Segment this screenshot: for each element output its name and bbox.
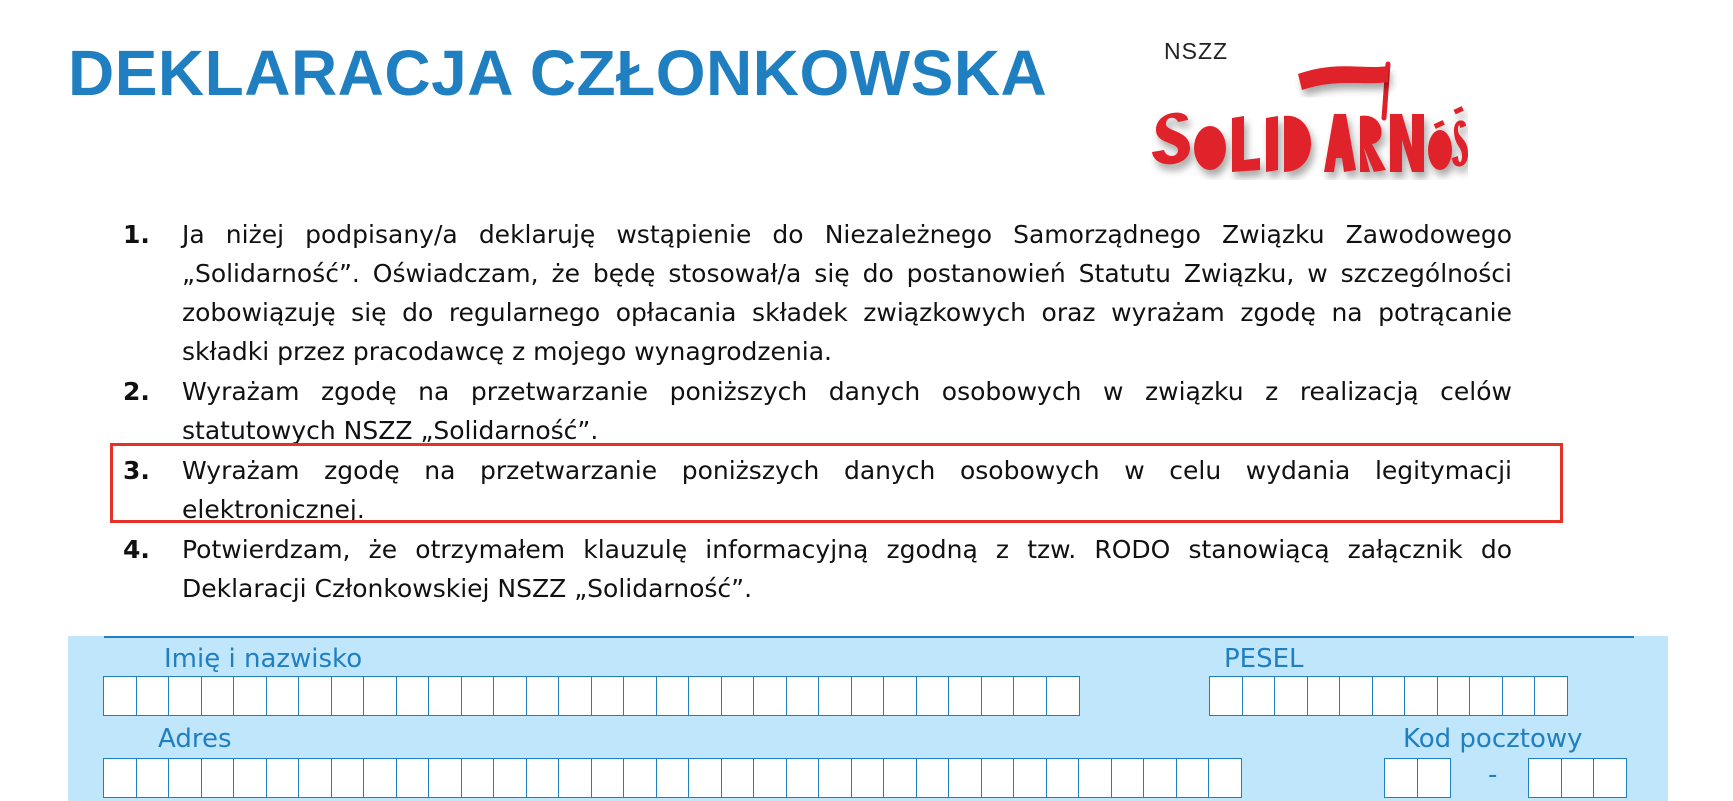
input-cell[interactable] [656,758,690,798]
input-cell[interactable] [1209,676,1243,716]
input-cell[interactable] [786,758,820,798]
declaration-list [118,215,1518,609]
input-cell[interactable] [1339,676,1373,716]
input-cell[interactable] [168,676,202,716]
input-cell[interactable] [1437,676,1471,716]
input-cell[interactable] [1372,676,1406,716]
pesel-input-cells[interactable] [1209,676,1567,716]
input-cell[interactable] [103,676,137,716]
name-input-cells[interactable] [103,676,1078,716]
input-cell[interactable] [883,676,917,716]
input-cell[interactable] [753,676,787,716]
input-cell[interactable] [1534,676,1568,716]
item-number: 2. [123,377,150,406]
declaration-item-2 [118,372,1518,450]
input-cell[interactable] [1502,676,1536,716]
input-cell[interactable] [688,676,722,716]
input-cell[interactable] [753,758,787,798]
address-input-cells[interactable] [103,758,1241,798]
input-cell[interactable] [233,676,267,716]
input-cell[interactable] [1111,758,1145,798]
input-cell[interactable] [201,676,235,716]
input-cell[interactable] [1046,676,1080,716]
input-cell[interactable] [331,676,365,716]
declaration-item-1 [118,215,1518,371]
address-label: Adres [158,724,232,754]
input-cell[interactable] [1208,758,1242,798]
input-cell[interactable] [688,758,722,798]
input-cell[interactable] [1384,758,1418,798]
input-cell[interactable] [298,758,332,798]
input-cell[interactable] [1274,676,1308,716]
input-cell[interactable] [916,758,950,798]
input-cell[interactable] [1013,758,1047,798]
input-cell[interactable] [786,676,820,716]
input-cell[interactable] [1242,676,1276,716]
input-cell[interactable] [363,676,397,716]
input-cell[interactable] [233,758,267,798]
postal-code-separator: - [1488,760,1498,790]
input-cell[interactable] [396,758,430,798]
input-cell[interactable] [623,676,657,716]
item-number: 4. [123,535,150,564]
input-cell[interactable] [591,758,625,798]
input-cell[interactable] [721,758,755,798]
input-cell[interactable] [851,676,885,716]
input-cell[interactable] [201,758,235,798]
declaration-item-3 [118,451,1518,529]
input-cell[interactable] [331,758,365,798]
input-cell[interactable] [1469,676,1503,716]
input-cell[interactable] [428,758,462,798]
input-cell[interactable] [948,676,982,716]
member-data-form [68,636,1668,801]
input-cell[interactable] [1528,758,1562,798]
input-cell[interactable] [883,758,917,798]
input-cell[interactable] [591,676,625,716]
input-cell[interactable] [1176,758,1210,798]
input-cell[interactable] [1143,758,1177,798]
declaration-item-4 [118,530,1518,608]
solidarnosc-logo [1148,30,1468,180]
input-cell[interactable] [396,676,430,716]
input-cell[interactable] [1417,758,1451,798]
input-cell[interactable] [526,676,560,716]
item-text: Wyrażam zgodę na przetwarzanie poniższych danych osobowych w związku z realizacją celów statutowych NSZZ „Solidarność”. [182,377,1512,445]
postal-code-cells-first[interactable] [1384,758,1449,798]
input-cell[interactable] [948,758,982,798]
input-cell[interactable] [623,758,657,798]
input-cell[interactable] [461,676,495,716]
input-cell[interactable] [1046,758,1080,798]
input-cell[interactable] [493,758,527,798]
input-cell[interactable] [136,676,170,716]
input-cell[interactable] [1404,676,1438,716]
item-number: 1. [123,220,150,249]
item-text: Ja niżej podpisany/a deklaruję wstąpienie do Niezależnego Samorządnego Związku Zawodowego „Solidarność”. Oświadczam, że będę stosował/a się do postanowień Statutu Związku, w szczególności zobowiązuję się do regularnego opłacania składek związkowych oraz wyrażam zgodę na potrącanie składki przez pracodawcę z mojego wynagrodzenia. [182,220,1512,366]
input-cell[interactable] [1013,676,1047,716]
input-cell[interactable] [266,758,300,798]
input-cell[interactable] [1078,758,1112,798]
input-cell[interactable] [526,758,560,798]
name-label: Imię i nazwisko [164,644,363,674]
input-cell[interactable] [1307,676,1341,716]
input-cell[interactable] [136,758,170,798]
input-cell[interactable] [266,676,300,716]
input-cell[interactable] [461,758,495,798]
input-cell[interactable] [1593,758,1627,798]
input-cell[interactable] [818,758,852,798]
input-cell[interactable] [851,758,885,798]
input-cell[interactable] [428,676,462,716]
input-cell[interactable] [493,676,527,716]
form-top-line [104,636,1634,638]
pesel-label: PESEL [1224,644,1304,674]
input-cell[interactable] [981,758,1015,798]
postal-code-cells-second[interactable] [1528,758,1626,798]
input-cell[interactable] [981,676,1015,716]
input-cell[interactable] [558,676,592,716]
input-cell[interactable] [558,758,592,798]
input-cell[interactable] [168,758,202,798]
input-cell[interactable] [298,676,332,716]
item-text: Potwierdzam, że otrzymałem klauzulę informacyjną zgodną z tzw. RODO stanowiącą załącznik do Deklaracji Członkowskiej NSZZ „Solidarność”. [182,535,1512,603]
logo-artwork [1148,60,1468,180]
postal-code-label: Kod pocztowy [1403,724,1583,754]
input-cell[interactable] [103,758,137,798]
logo-nszz-text: NSZZ [1164,38,1229,64]
input-cell[interactable] [916,676,950,716]
input-cell[interactable] [363,758,397,798]
input-cell[interactable] [1561,758,1595,798]
input-cell[interactable] [721,676,755,716]
page-title: DEKLARACJA CZŁONKOWSKA [68,37,1048,109]
item-text: Wyrażam zgodę na przetwarzanie poniższych danych osobowych w celu wydania legitymacji elektronicznej. [182,456,1512,524]
input-cell[interactable] [818,676,852,716]
item-number: 3. [123,456,150,485]
input-cell[interactable] [656,676,690,716]
